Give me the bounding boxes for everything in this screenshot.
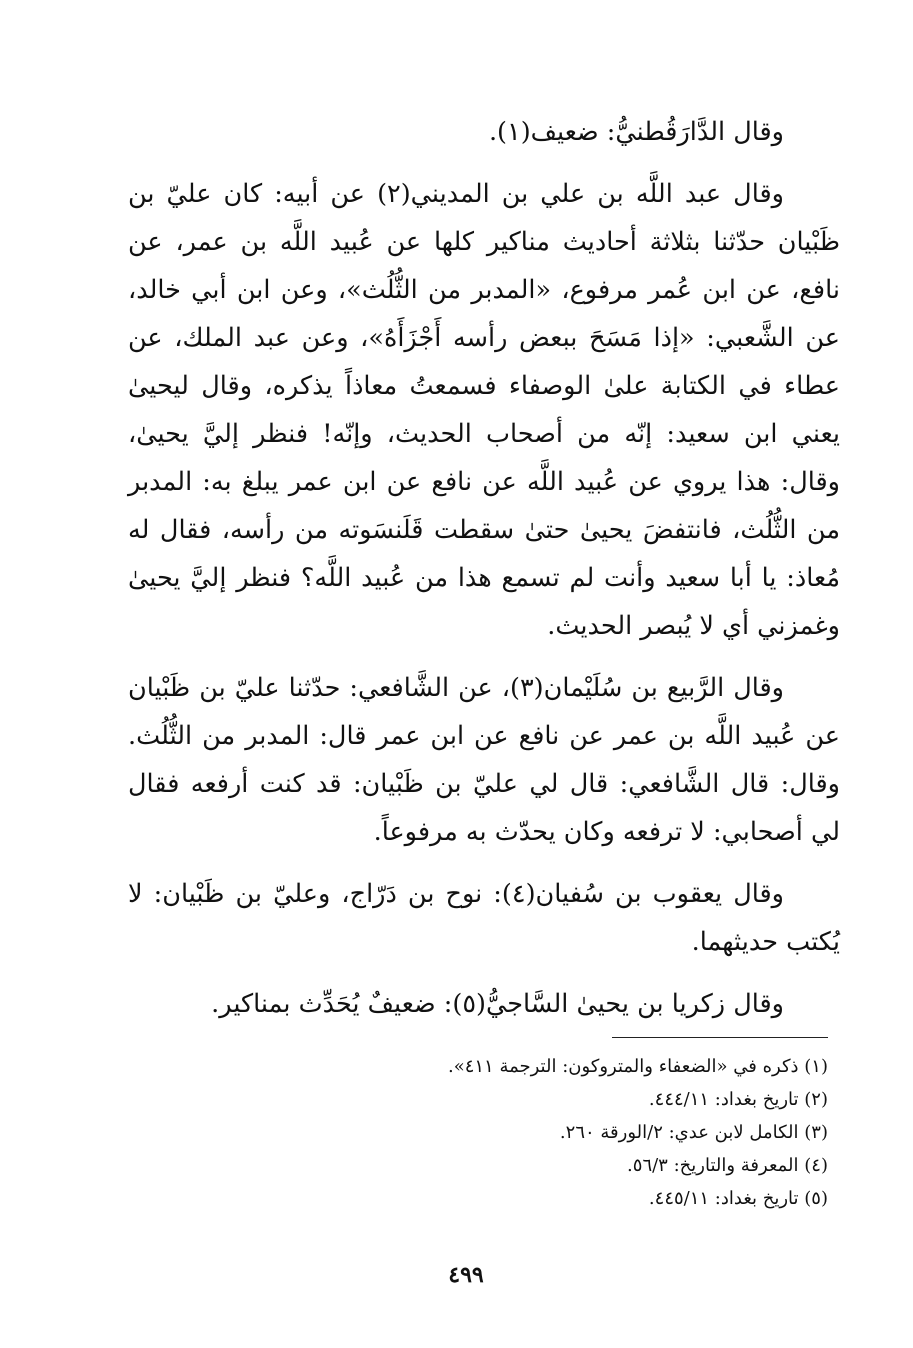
paragraph-zakariya-al-saji: وقال زكريا بن يحيىٰ السَّاجيُّ(٥): ضعيفٌ يُحَدِّث بمناكير. (211, 989, 784, 1019)
paragraph-daraqutni: وقال الدَّارَقُطنيُّ: ضعيف(١). (488, 117, 784, 147)
footnote-4: (٤) المعرفة والتاريخ: ٥٦/٣. (627, 1155, 828, 1176)
paragraph-yaqub-ibn-sufyan: وقال يعقوب بن سُفيان(٤): نوح بن دَرّاج، وعليّ بن ظَبْيان: لا يُكتب حديثهما. (128, 879, 840, 957)
footnote-3: (٣) الكامل لابن عدي: ٢/الورقة ٢٦٠. (559, 1122, 828, 1143)
footnote-2: (٢) تاريخ بغداد: ٤٤٤/١١. (648, 1089, 828, 1110)
footnotes (380, 1050, 828, 1215)
main-text (128, 108, 840, 1042)
paragraph-abdullah-ibn-ali: وقال عبد اللَّه بن علي بن المديني(٢) عن أبيه: كان عليّ بن ظَبْيان حدّثنا بثلاثة أحاديث مناكير كلها عن عُبيد اللَّه بن عمر، عن نافع، عن ابن عُمر مرفوع، «المدبر من الثُّلُث»، وعن ابن أبي خالد، عن الشَّعبي: «إذا مَسَحَ ببعض رأسه أَجْزَأَهُ»، وعن عبد الملك، عن عطاء في الكتابة علىٰ الوصفاء فسمعتُ معاذاً يذكره، وقال ليحيىٰ يعني ابن سعيد: إنّه من أصحاب الحديث، وإنّه! فنظر إليَّ يحيىٰ، وقال: هذا يروي عن عُبيد اللَّه عن نافع عن ابن عمر يبلغ به: المدبر من الثُّلُث، فانتفضَ يحيىٰ حتىٰ سقطت قَلَنسَوته من رأسه، فقال له مُعاذ: يا أبا سعيد وأنت لم تسمع هذا من عُبيد اللَّه؟ فنظر إليَّ يحيىٰ وغمزني أي لا يُبصر الحديث. (128, 179, 840, 641)
footnote-separator (612, 1037, 828, 1038)
page-number: ٤٩٩ (448, 1262, 484, 1288)
footnote-1: (١) ذكره في «الضعفاء والمتروكون: الترجمة ٤١١». (447, 1056, 828, 1077)
paragraph-rabi-ibn-sulayman: وقال الرَّبيع بن سُلَيْمان(٣)، عن الشَّافعي: حدّثنا عليّ بن ظَبْيان عن عُبيد اللَّه بن عمر عن نافع عن ابن عمر قال: المدبر من الثُّلُث. وقال: قال الشَّافعي: قال لي عليّ بن ظَبْيان: قد كنت أرفعه فقال لي أصحابي: لا ترفعه وكان يحدّث به مرفوعاً. (128, 673, 840, 847)
footnote-5: (٥) تاريخ بغداد: ٤٤٥/١١. (648, 1188, 828, 1209)
